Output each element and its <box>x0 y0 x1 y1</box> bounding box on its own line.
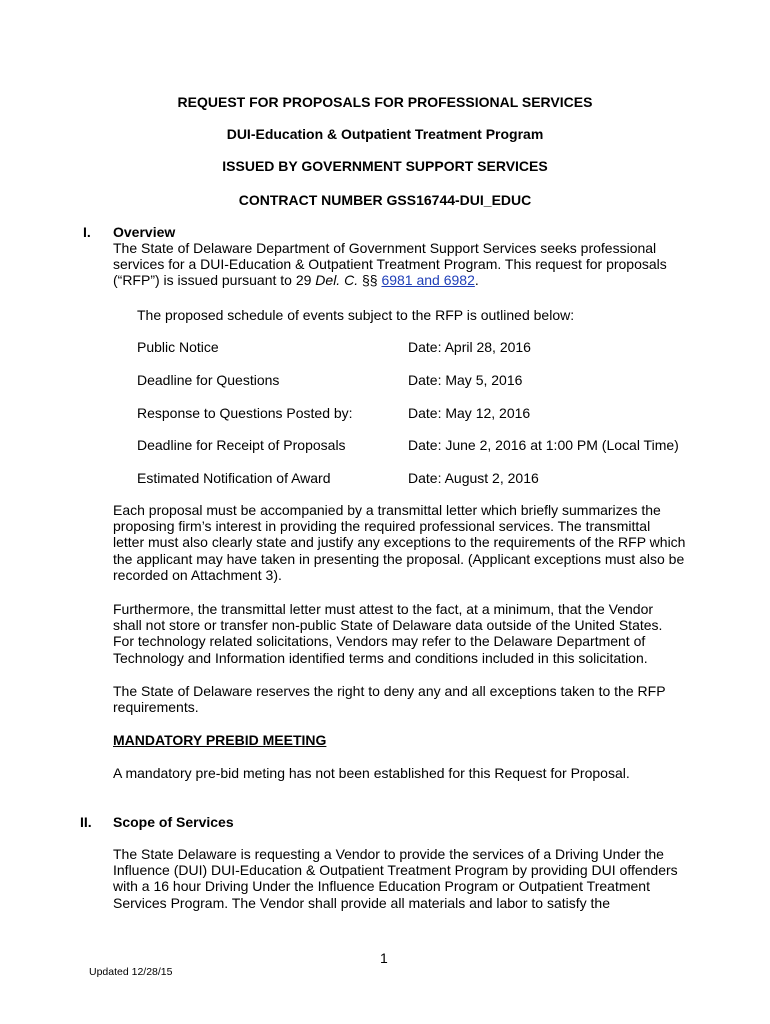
paragraph-line: For technology related solicitations, Vendors may refer to the Delaware Department of <box>113 633 646 650</box>
paragraph-line: The State of Delaware reserves the right to deny any and all exceptions taken to the RFP <box>113 683 666 699</box>
furthermore-paragraph <box>113 601 693 666</box>
transmittal-paragraph <box>113 502 693 583</box>
rfp-title: REQUEST FOR PROPOSALS FOR PROFESSIONAL SERVICES <box>177 94 593 110</box>
schedule-date: Date: April 28, 2016 <box>408 339 531 355</box>
program-title: DUI-Education & Outpatient Treatment Program <box>226 126 544 142</box>
schedule-date: Date: May 12, 2016 <box>408 405 531 421</box>
paragraph-line: shall not store or transfer non-public State of Delaware data outside of the United States. <box>113 617 663 634</box>
schedule-date: Date: June 2, 2016 at 1:00 PM (Local Time) <box>408 437 679 453</box>
schedule-date: Date: May 5, 2016 <box>408 372 523 388</box>
paragraph-line: Influence (DUI) DUI-Education & Outpatient Treatment Program by providing DUI offenders <box>113 862 678 879</box>
statute-link[interactable]: 6981 and 6982 <box>381 272 475 289</box>
paragraph-line: recorded on Attachment 3). <box>113 566 282 583</box>
scope-paragraph <box>113 846 693 911</box>
prebid-text: A mandatory pre-bid meting has not been established for this Request for Proposal. <box>113 765 630 781</box>
updated-date: Updated 12/28/15 <box>89 966 173 978</box>
section-1-number: I. <box>83 224 91 240</box>
page-number: 1 <box>380 950 388 966</box>
reserve-paragraph <box>113 683 693 715</box>
paragraph-line: Services Program. The Vendor shall provide all materials and labor to satisfy the <box>113 894 610 911</box>
paragraph-line: The State Delaware is requesting a Vendor to provide the services of a Driving Under the <box>113 846 664 862</box>
schedule-event: Response to Questions Posted by: <box>137 405 353 421</box>
section-2-heading: Scope of Services <box>113 814 234 830</box>
overview-text: (“RFP”) is issued pursuant to 29 <box>113 272 316 289</box>
section-2-number: II. <box>80 814 92 830</box>
schedule-date: Date: August 2, 2016 <box>408 470 539 486</box>
overview-line: services for a DUI-Education & Outpatient Treatment Program. This request for proposals <box>113 256 667 273</box>
overview-line: The State of Delaware Department of Government Support Services seeks professional <box>113 240 657 256</box>
section-symbol: §§ <box>358 272 382 289</box>
paragraph-line: requirements. <box>113 699 199 716</box>
paragraph-line: proposing firm’s interest in providing the required professional services. The transmittal <box>113 518 651 535</box>
contract-number: CONTRACT NUMBER GSS16744-DUI_EDUC <box>238 192 532 208</box>
paragraph-line: Technology and Information identified terms and conditions included in this solicitation. <box>113 649 648 666</box>
paragraph-line: the applicant may have taken in presenting the proposal. (Applicant exceptions must also be <box>113 550 685 567</box>
paragraph-line: with a 16 hour Driving Under the Influence Education Program or Outpatient Treatment <box>113 878 650 895</box>
paragraph-line: Furthermore, the transmittal letter must attest to the fact, at a minimum, that the Vendor <box>113 601 654 617</box>
schedule-event: Estimated Notification of Award <box>137 470 331 486</box>
issuer-title: ISSUED BY GOVERNMENT SUPPORT SERVICES <box>222 158 548 174</box>
statute-title: Del. C. <box>315 272 359 289</box>
overview-paragraph <box>113 240 693 289</box>
schedule-intro: The proposed schedule of events subject to the RFP is outlined below: <box>137 307 575 323</box>
schedule-event: Deadline for Questions <box>137 372 280 388</box>
schedule-event: Public Notice <box>137 339 219 355</box>
period: . <box>474 272 479 289</box>
section-1-heading: Overview <box>113 224 176 240</box>
paragraph-line: Each proposal must be accompanied by a transmittal letter which briefly summarizes the <box>113 502 661 518</box>
paragraph-line: letter must also clearly state and justify any exceptions to the requirements of the RFP which <box>113 534 686 551</box>
prebid-heading: MANDATORY PREBID MEETING <box>113 732 327 748</box>
overview-line <box>113 272 693 288</box>
schedule-event: Deadline for Receipt of Proposals <box>137 437 346 453</box>
